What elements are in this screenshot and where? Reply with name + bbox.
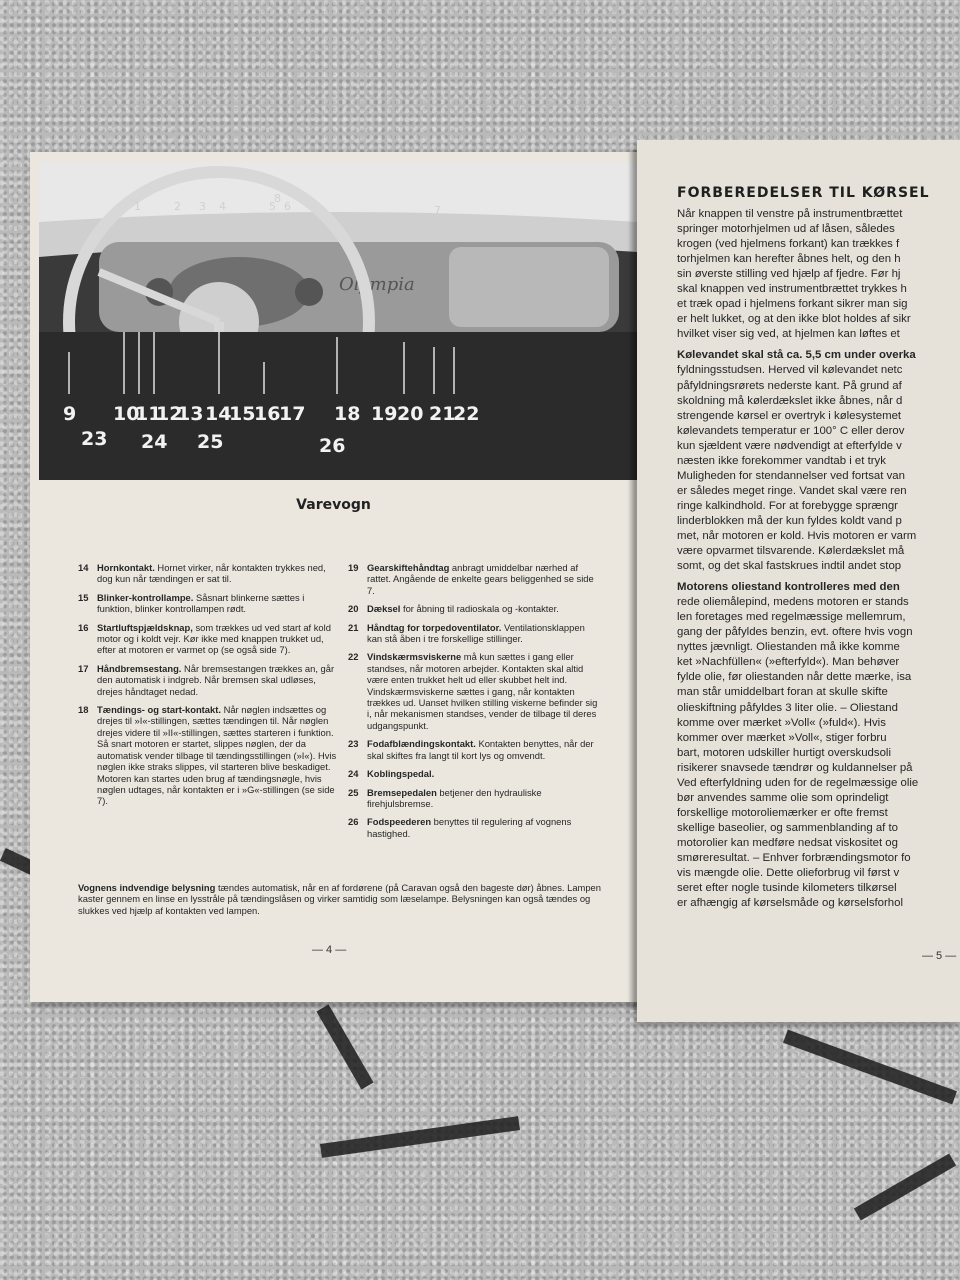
legend-item (348, 603, 598, 614)
legend-item (348, 816, 598, 839)
text-line: Muligheden for stendannelser ved fortsat van (677, 469, 905, 482)
text-line: somt, og det skal fastskrues indtil andet stop (677, 560, 902, 573)
legend-item-text: benyttes til regulering af vognens hastighed. (367, 816, 572, 839)
diagram-number: 22 (453, 403, 480, 425)
legend-item-title: Vindskærmsviskerne (367, 651, 462, 663)
legend-item-body (367, 562, 598, 596)
legend-item (348, 738, 598, 761)
legend-item-title: Hornkontakt. (97, 562, 155, 573)
legend-item-body (367, 603, 559, 614)
lighting-title: Vognens indvendige belysning (78, 882, 216, 893)
text-line: være opvarmet tilsvarende. Kølerdækslet må (677, 545, 905, 558)
diagram-number: 1 (134, 200, 141, 213)
lighting-text: tændes automatisk, når en af fordørene (på Caravan også den bageste dør) åbnes. Lampen kaster gennem en linse en lysstråle på tændingslåsen og virker samtidig som læselampe. Belysningen kan også tændes og slukkes ved hjælp af kontakten ved lampen. (78, 882, 601, 916)
text-line: er helt lukket, og at den ikke blot holdes af sikr (677, 313, 911, 326)
text-line: forskellige motoroliemærker er ofte fremst (677, 806, 888, 819)
diagram-number: 15 (229, 403, 256, 425)
legend-item-number: 17 (78, 662, 89, 674)
legend-item-number: 18 (78, 704, 89, 716)
text-line: skoldning må kølerdækslet ikke åbnes, når d (677, 394, 903, 407)
rug-stripe (316, 1005, 373, 1090)
text-line: skal knappen ved instrumentbrættet trykkes h (677, 283, 907, 296)
legend-item-title: Fodafblændingskontakt. (367, 738, 476, 750)
legend-item-body (97, 622, 340, 656)
diagram-number: 8 (274, 192, 281, 205)
diagram-number: 18 (334, 403, 361, 425)
legend-item-body (97, 562, 340, 585)
diagram-number: 4 (219, 200, 226, 213)
legend-item-title: Dæksel (367, 603, 401, 615)
legend-item (78, 622, 340, 656)
text-line: seret efter nogle tusinde kilometers tilkørsel (677, 882, 897, 895)
text-line: kommer over mærket »Voll«, stiger forbru (677, 731, 887, 744)
legend-item-body (367, 768, 434, 779)
text-line: fyldningsstudsen. Herved vil kølevandet netc (677, 364, 903, 377)
legend-item-title: Håndtag for torpedoventilator. (367, 621, 502, 633)
legend-item-number: 22 (348, 651, 359, 663)
legend-item-text: for åbning til radioskala og -kontakter. (400, 603, 559, 615)
legend-item-body (97, 704, 340, 807)
text-line: nyttes jævnligt. Oliestanden må ikke komme (677, 641, 900, 654)
legend-item-text: betjener den hydrauliske firehjulsbremse. (367, 786, 542, 809)
legend-item-text: Når nøglen indsættes og drejes til »I«-stillingen, sættes tændingen til. Når nøglen drejes videre til »II«-stillingen, sættes starteren i funktion. Så snart motoren er startet, slippes nøglen, der da automatisk vender tilbage til tændingsstillingen (»I«). Hvis nøglen ikke straks slippes, vil starteren blive beskadiget. Motoren kan startes uden brug af tændingsnøgle, hvis nøglen udtages, når kontakten er i »G«-stillingen (se side 7). (97, 704, 337, 807)
page-number-right: — 5 — (922, 950, 957, 962)
text-line: motorolier kan medføre nedsat viskositet og (677, 836, 898, 849)
text-line: smøreresultat. – Enhver forbrændingsmotor fo (677, 851, 911, 864)
text-line: krogen (ved hjelmens forkant) kan trækkes f (677, 238, 900, 251)
text-line: sin øverste stilling ved hjælp af fjedre. Før hj (677, 268, 901, 281)
text-line: strengende kørsel er overtryk i kølesystemet (677, 409, 902, 422)
legend-item-number: 21 (348, 621, 359, 633)
diagram-number: 17 (279, 403, 306, 425)
text-line: Ved efterfyldning uden for de regelmæssige olie (677, 776, 919, 789)
legend-item-body (367, 651, 598, 731)
legend-item-title: Startluftspjældsknap, (97, 621, 193, 633)
diagram-number: 13 (177, 403, 204, 425)
legend-item-body (367, 787, 598, 810)
text-line: man står umiddelbart foran at skulle skifte (677, 686, 888, 699)
diagram-number: 7 (434, 204, 441, 217)
legend-column-right (348, 562, 598, 846)
text-line: påfyldningsrørets nederste kant. På grund af (677, 379, 902, 392)
legend-item (348, 622, 598, 645)
legend-item-number: 19 (348, 562, 359, 573)
text-line: Når knappen til venstre på instrumentbrættet (677, 208, 903, 220)
text-line: ket »Nachfüllen« (»efterfyld«). Man behøver (677, 656, 900, 669)
legend-item-body (367, 738, 598, 761)
legend-item (348, 768, 598, 779)
legend-item-number: 16 (78, 621, 89, 633)
text-line: er således meget ringe. Vandet skal være ren (677, 484, 907, 497)
dashboard-script: Olympia (339, 274, 415, 295)
legend-item-text: anbragt umiddelbar nærhed af rattet. Angående de enkelte gears beliggenhed se side 7. (367, 562, 594, 596)
text-line: linderblokken må der kun fyldes koldt vand p (677, 514, 902, 527)
text-line: et træk opad i hjelmens forkant sikrer man sig (677, 298, 908, 311)
text-line: rede oliemålepind, medens motoren er stands (677, 596, 909, 609)
text-line: torhjelmen kan herefter åbnes helt, og den h (677, 253, 901, 266)
legend-item-number: 23 (348, 738, 359, 750)
diagram-number: 9 (63, 403, 77, 425)
diagram-number: 21 (429, 403, 456, 425)
text-line: kølevandets temperatur er 100° C eller derov (677, 424, 905, 437)
text-line: næsten ikke forekommer vandtab i et tryk (677, 454, 886, 467)
photo-caption: Varevogn (296, 497, 371, 513)
legend-item-body (97, 663, 340, 697)
dashboard-illustration (39, 162, 637, 480)
legend-item-title: Koblingspedal. (367, 768, 435, 780)
legend-item (348, 651, 598, 731)
text-line: bør anvendes samme olie som oprindeligt (677, 791, 889, 804)
diagram-number: 14 (205, 403, 232, 425)
legend-item-text: Kontakten benyttes, når der skal skiftes fra langt til kort lys og omvendt. (367, 738, 594, 761)
legend-item (348, 787, 598, 810)
diagram-number: 23 (81, 428, 108, 450)
diagram-number: 6 (284, 200, 291, 213)
diagram-number: 3 (199, 200, 206, 213)
legend-item-body (367, 622, 598, 645)
legend-item-body (367, 816, 598, 839)
text-line: kun sjældent være nødvendigt at efterfylde v (677, 439, 902, 452)
text-line: hvilket viser sig ved, at hjelmen kan løftes et (677, 328, 900, 341)
legend-item (78, 704, 340, 807)
legend-item (78, 562, 340, 585)
legend-item-text: Såsnart blinkerne sættes i funktion, blinker kontrollampen rødt. (97, 591, 305, 615)
legend-item-title: Tændings- og start-kontakt. (97, 704, 221, 716)
rug-stripe (320, 1116, 520, 1158)
legend-item (78, 592, 340, 615)
legend-column-left (78, 562, 340, 814)
legend-item-number: 25 (348, 786, 359, 798)
legend-item-number: 14 (78, 562, 89, 573)
legend-item-title: Gearskiftehåndtag (367, 562, 450, 573)
legend-item-number: 20 (348, 603, 359, 615)
legend-item-text: Ventilationsklappen kan stå åben i tre forskellige stillinger. (367, 621, 585, 645)
diagram-number: 24 (141, 431, 168, 453)
legend-item-text: som trækkes ud ved start af kold motor og i koldt vejr. Kør ikke med knappen trukket ud, efter at motoren er varmet op (se også side 7). (97, 621, 331, 656)
text-line: vis mængde olie. Dette olieforbrug vil først v (677, 867, 900, 880)
diagram-number: 5 (269, 200, 276, 213)
left-page (30, 152, 637, 1002)
diagram-number: 16 (254, 403, 281, 425)
section-title: FORBEREDELSER TIL KØRSEL (677, 185, 930, 201)
page-number-left: — 4 — (312, 944, 347, 956)
section-body (677, 207, 960, 911)
text-line: met, når motoren er kold. Hvis motoren er varm (677, 529, 917, 542)
text-line: fylde olie, før oliestanden når dette mærke, isa (677, 671, 912, 684)
diagram-number: 25 (197, 431, 224, 453)
legend-item-title: Bremsepedalen (367, 786, 437, 798)
legend-item-text: må kun sættes i gang eller standses, når motoren arbejder. Kontakten skal altid være enten trukket helt ud eller skubbet helt ind. Vindskærmsviskerne sættes i gang, når kontakten trækkes ud. Uanset hvilken stilling viskerne befinder sig i, når mekanismen standses, vender de tilbage til deres udgangspunkt. (367, 651, 598, 731)
diagram-number: 19 (371, 403, 398, 425)
text-line: ringe kalkindhold. For at forebygge sprængr (677, 499, 898, 512)
text-line: Kølevandet skal stå ca. 5,5 cm under overka (677, 349, 916, 362)
rug-stripe (854, 1153, 956, 1220)
diagram-number: 12 (156, 403, 183, 425)
text-line: bart, motoren udskiller hurtigt overskudsoli (677, 746, 891, 759)
legend-item-title: Fodspeederen (367, 816, 432, 828)
text-line: olieskiftning påfyldes 3 liter olie. – Oliestand (677, 701, 898, 714)
diagram-number: 26 (319, 435, 346, 457)
text-line: springer motorhjelmen ud af låsen, således (677, 223, 895, 236)
rug-stripe (783, 1030, 957, 1105)
right-page (637, 140, 960, 1022)
diagram-number: 10 (113, 403, 140, 425)
diagram-number: 20 (397, 403, 424, 425)
legend-item-number: 26 (348, 816, 359, 828)
legend-item (78, 663, 340, 697)
text-line: komme over mærket »Voll« (»fuld«). Hvis (677, 716, 886, 729)
legend-item-title: Håndbremsestang. (97, 662, 182, 674)
legend-item-text: Hornet virker, når kontakten trykkes ned, dog kun når tændingen er sat til. (97, 562, 326, 585)
legend-item-number: 15 (78, 591, 89, 603)
text-line: skellige baseolier, og sammenblanding af to (677, 821, 898, 834)
text-line: er afhængig af kørselsmåde og kørselsforhol (677, 897, 904, 910)
legend-item (348, 562, 598, 596)
diagram-number: 2 (174, 200, 181, 213)
dashboard-photo (39, 162, 637, 480)
diagram-number: 11 (135, 403, 162, 425)
text-line: gang der påfyldes benzin, evt. oftere hvis vogn (677, 626, 913, 639)
text-line: len foretages med regelmæssige mellemrum, (677, 611, 906, 624)
legend-item-body (97, 592, 340, 615)
legend-item-text: Når bremsestangen trækkes an, går den automatisk i indgreb. Når bremsen skal udløses, drejes håndtaget nedad. (97, 662, 335, 697)
text-line: Motorens oliestand kontrolleres med den (677, 581, 900, 594)
lighting-paragraph (78, 882, 608, 916)
legend-item-title: Blinker-kontrollampe. (97, 591, 194, 603)
text-line: risikerer snavsede tændrør og kuldannelser på (677, 761, 913, 774)
legend-item-number: 24 (348, 768, 359, 780)
